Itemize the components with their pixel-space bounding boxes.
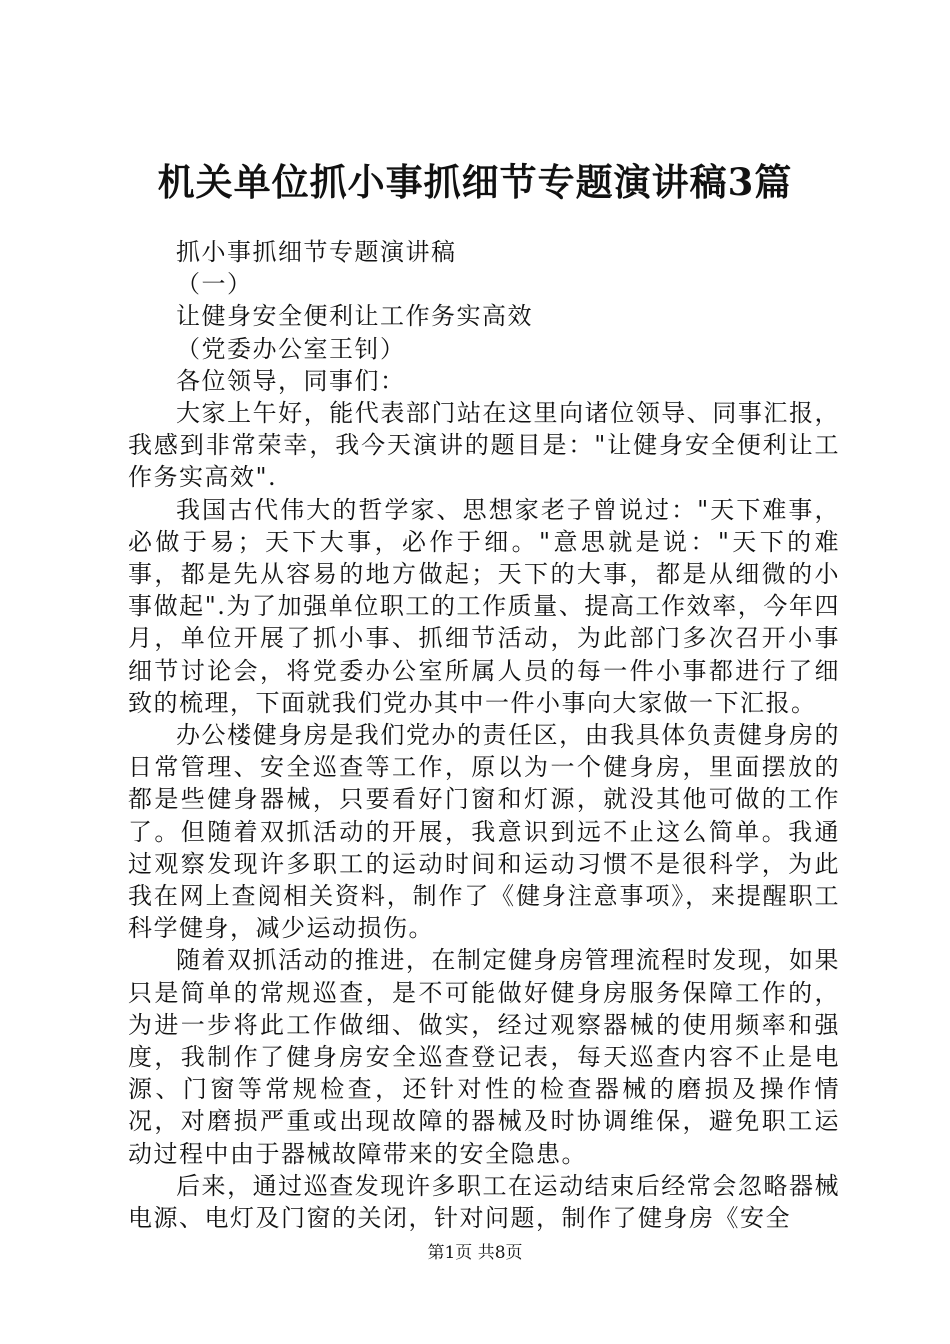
document-body [128, 236, 840, 1234]
paragraph-body: 我国古代伟大的哲学家、思想家老子曾说过："天下难事，必做于易；天下大事，必作于细。"意思就是说："天下的难事，都是先从容易的地方做起；天下的大事，都是从细微的小事做起".为了加强单位职工的工作质量、提高工作效率，今年四月，单位开展了抓小事、抓细节活动，为此部门多次召开小事细节讨论会，将党委办公室所属人员的每一件小事都进行了细致的梳理，下面就我们党办其中一件小事向大家做一下汇报。 [128, 495, 840, 717]
paragraph-speech-title: 让健身安全便利让工作务实高效 [176, 302, 533, 331]
paragraph-body: 后来，通过巡查发现许多职工在运动结束后经常会忽略器械电源、电灯及门窗的关闭，针对问题，制作了健身房《安全 [128, 1171, 840, 1233]
page-footer: 第1页 共8页 [427, 1243, 523, 1263]
paragraph-part-number: （一） [176, 270, 253, 299]
paragraph-salutation: 各位领导，同事们： [176, 366, 406, 395]
paragraph-body: 办公楼健身房是我们党办的责任区，由我具体负责健身房的日常管理、安全巡查等工作，原以为一个健身房，里面摆放的都是些健身器械，只要看好门窗和灯源，就没其他可做的工作了。但随着双抓活动的开展，我意识到远不止这么简单。我通过观察发现许多职工的运动时间和运动习惯不是很科学，为此我在网上查阅相关资料，制作了《健身注意事项》，来提醒职工科学健身，减少运动损伤。 [128, 721, 840, 943]
paragraph-body: 大家上午好，能代表部门站在这里向诸位领导、同事汇报，我感到非常荣幸，我今天演讲的题目是："让健身安全便利让工作务实高效". [128, 399, 840, 492]
paragraph-subtitle: 抓小事抓细节专题演讲稿 [176, 238, 457, 266]
paragraph-body: 随着双抓活动的推进，在制定健身房管理流程时发现，如果只是简单的常规巡查，是不可能做好健身房服务保障工作的，为进一步将此工作做细、做实，经过观察器械的使用频率和强度，我制作了健身房安全巡查登记表，每天巡查内容不止是电源、门窗等常规检查，还针对性的检查器械的磨损及操作情况，对磨损严重或出现故障的器械及时协调维保，避免职工运动过程中由于器械故障带来的安全隐患。 [128, 946, 840, 1168]
paragraph-speaker: （党委办公室王钊） [176, 334, 406, 363]
document-title: 机关单位抓小事抓细节专题演讲稿3篇 [157, 160, 793, 204]
